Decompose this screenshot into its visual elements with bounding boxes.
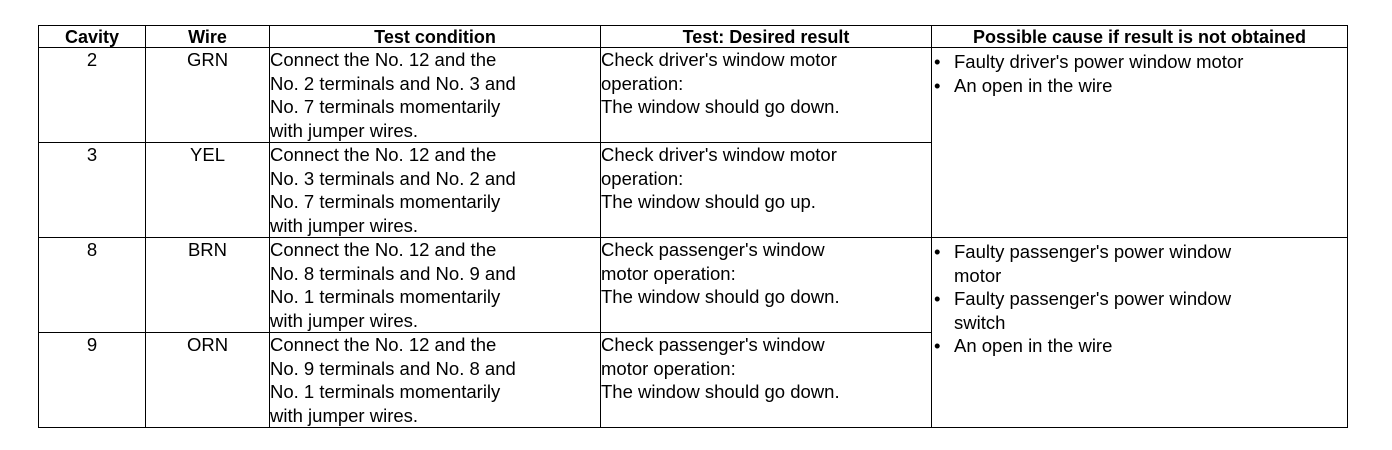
header-row bbox=[39, 26, 1348, 48]
cause-line: switch bbox=[954, 311, 1006, 333]
condition-line: Connect the No. 12 and the bbox=[270, 334, 497, 355]
result-line: The window should go down. bbox=[601, 381, 840, 402]
result-line: The window should go down. bbox=[601, 286, 840, 307]
condition-line: No. 7 terminals momentarily bbox=[270, 191, 501, 212]
header-cavity: Cavity bbox=[39, 26, 146, 48]
header-possible-cause: Possible cause if result is not obtained bbox=[932, 26, 1348, 48]
bullet-icon: • bbox=[934, 241, 941, 262]
cavity-cell: 9 bbox=[39, 333, 146, 428]
cause-line: Faulty passenger's power window bbox=[954, 288, 1232, 309]
condition-line: Connect the No. 12 and the bbox=[270, 49, 497, 70]
result-line: Check passenger's window bbox=[601, 239, 825, 260]
condition-line: No. 2 terminals and No. 3 and bbox=[270, 72, 516, 94]
cause-line: Faulty passenger's power window bbox=[954, 241, 1232, 262]
wire-cell: BRN bbox=[146, 238, 270, 333]
cavity-cell: 2 bbox=[39, 48, 146, 143]
bullet-icon: • bbox=[934, 74, 941, 96]
bullet-icon: • bbox=[934, 335, 941, 356]
condition-line: No. 8 terminals and No. 9 and bbox=[270, 262, 516, 284]
desired-result-cell bbox=[601, 48, 932, 143]
desired-result-cell bbox=[601, 238, 932, 333]
result-line: The window should go down. bbox=[601, 96, 840, 117]
desired-result-cell bbox=[601, 143, 932, 238]
condition-line: No. 3 terminals and No. 2 and bbox=[270, 167, 516, 189]
condition-line: No. 7 terminals momentarily bbox=[270, 96, 501, 117]
header-test-condition: Test condition bbox=[270, 26, 601, 48]
table-row bbox=[39, 238, 1348, 333]
condition-line: with jumper wires. bbox=[270, 404, 419, 426]
wire-cell: YEL bbox=[146, 143, 270, 238]
header-desired-result: Test: Desired result bbox=[601, 26, 932, 48]
cause-line: An open in the wire bbox=[954, 335, 1113, 356]
cavity-cell: 3 bbox=[39, 143, 146, 238]
condition-line: with jumper wires. bbox=[270, 309, 419, 331]
window-motor-test-table bbox=[38, 25, 1348, 428]
possible-cause-cell-passenger bbox=[932, 238, 1348, 428]
condition-line: Connect the No. 12 and the bbox=[270, 239, 497, 260]
result-line: Check driver's window motor bbox=[601, 49, 837, 70]
cause-item bbox=[932, 287, 1347, 334]
result-line: operation: bbox=[601, 72, 684, 94]
cause-list bbox=[932, 50, 1347, 97]
result-line: motor operation: bbox=[601, 262, 736, 284]
condition-line: No. 1 terminals momentarily bbox=[270, 381, 501, 402]
cavity-cell: 8 bbox=[39, 238, 146, 333]
test-condition-cell bbox=[270, 333, 601, 428]
bullet-icon: • bbox=[934, 51, 941, 72]
cause-item bbox=[932, 240, 1347, 287]
result-line: motor operation: bbox=[601, 357, 736, 379]
possible-cause-cell-driver bbox=[932, 48, 1348, 238]
bullet-icon: • bbox=[934, 288, 941, 309]
cause-line: motor bbox=[954, 264, 1002, 286]
wire-cell: ORN bbox=[146, 333, 270, 428]
condition-line: Connect the No. 12 and the bbox=[270, 144, 497, 165]
result-line: Check passenger's window bbox=[601, 334, 825, 355]
wire-cell: GRN bbox=[146, 48, 270, 143]
cause-list bbox=[932, 240, 1347, 358]
table-row bbox=[39, 48, 1348, 143]
test-condition-cell bbox=[270, 143, 601, 238]
cause-line: Faulty driver's power window motor bbox=[954, 51, 1244, 72]
cause-item bbox=[932, 74, 1347, 98]
test-condition-cell bbox=[270, 48, 601, 143]
header-wire: Wire bbox=[146, 26, 270, 48]
condition-line: No. 9 terminals and No. 8 and bbox=[270, 357, 516, 379]
test-condition-cell bbox=[270, 238, 601, 333]
result-line: operation: bbox=[601, 167, 684, 189]
desired-result-cell bbox=[601, 333, 932, 428]
cause-line: An open in the wire bbox=[954, 74, 1113, 96]
result-line: The window should go up. bbox=[601, 191, 816, 212]
cause-item bbox=[932, 50, 1347, 74]
cause-item bbox=[932, 334, 1347, 358]
result-line: Check driver's window motor bbox=[601, 144, 837, 165]
condition-line: No. 1 terminals momentarily bbox=[270, 286, 501, 307]
condition-line: with jumper wires. bbox=[270, 214, 419, 236]
condition-line: with jumper wires. bbox=[270, 119, 419, 141]
